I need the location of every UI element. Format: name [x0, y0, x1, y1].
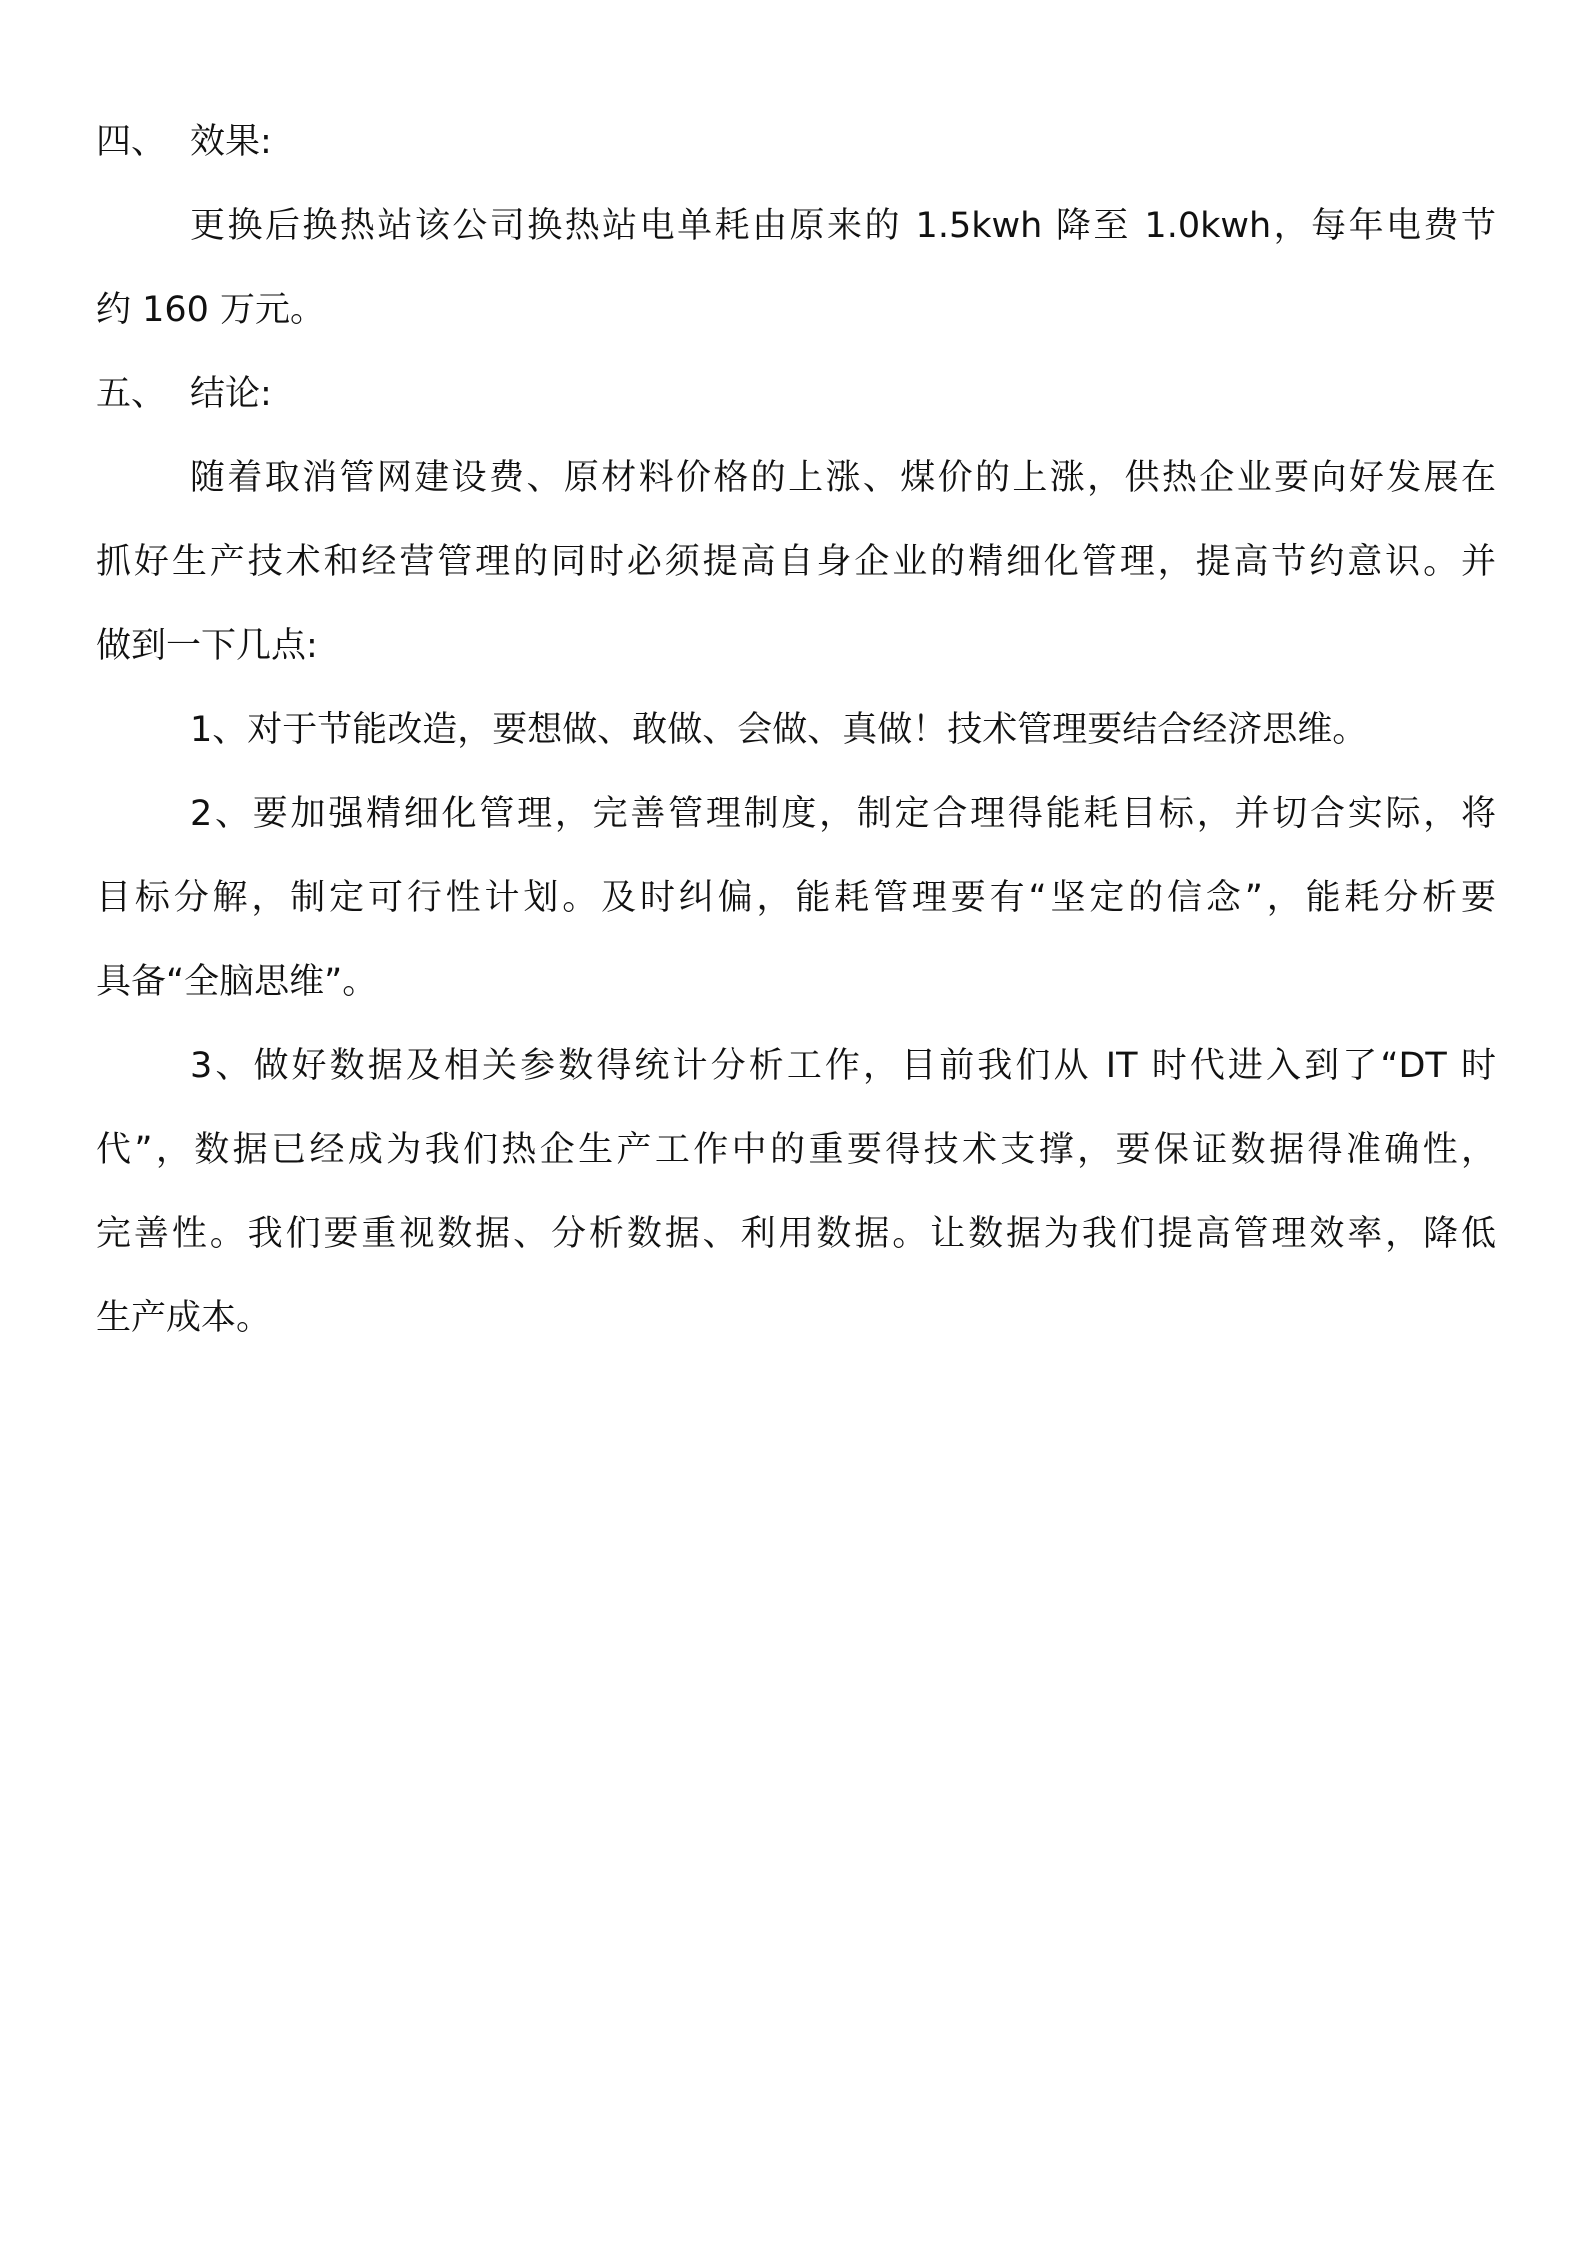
paragraph-line: 做到一下几点:	[96, 626, 318, 666]
section-number: 四、	[96, 122, 167, 162]
paragraph-line: 约 160 万元。	[96, 290, 326, 330]
section-title: 效果:	[190, 122, 272, 162]
list-item-line: 3、做好数据及相关参数得统计分析工作，目前我们从 IT 时代进入到了“DT 时	[190, 1046, 1496, 1086]
list-item-line: 生产成本。	[96, 1298, 272, 1338]
list-item-line: 1、对于节能改造，要想做、敢做、会做、真做！技术管理要结合经济思维。	[190, 710, 1368, 750]
list-item-line: 代”，数据已经成为我们热企生产工作中的重要得技术支撑，要保证数据得准确性，	[96, 1130, 1496, 1170]
list-item-line: 2、要加强精细化管理，完善管理制度，制定合理得能耗目标，并切合实际，将	[190, 794, 1496, 834]
section-title: 结论:	[190, 374, 272, 414]
section-heading-conclusion	[96, 352, 1496, 436]
section-number: 五、	[96, 374, 167, 414]
paragraph-line: 随着取消管网建设费、原材料价格的上涨、煤价的上涨，供热企业要向好发展在	[190, 458, 1496, 498]
document-page	[96, 100, 1496, 1360]
paragraph-line: 更换后换热站该公司换热站电单耗由原来的 1.5kwh 降至 1.0kwh，每年电费节	[190, 206, 1496, 246]
paragraph-line: 抓好生产技术和经营管理的同时必须提高自身企业的精细化管理，提高节约意识。并	[96, 542, 1496, 582]
list-item-line: 目标分解，制定可行性计划。及时纠偏，能耗管理要有“坚定的信念”，能耗分析要	[96, 878, 1496, 918]
list-item-line: 具备“全脑思维”。	[96, 962, 378, 1002]
section-heading-effect	[96, 100, 1496, 184]
list-item-line: 完善性。我们要重视数据、分析数据、利用数据。让数据为我们提高管理效率，降低	[96, 1214, 1496, 1254]
